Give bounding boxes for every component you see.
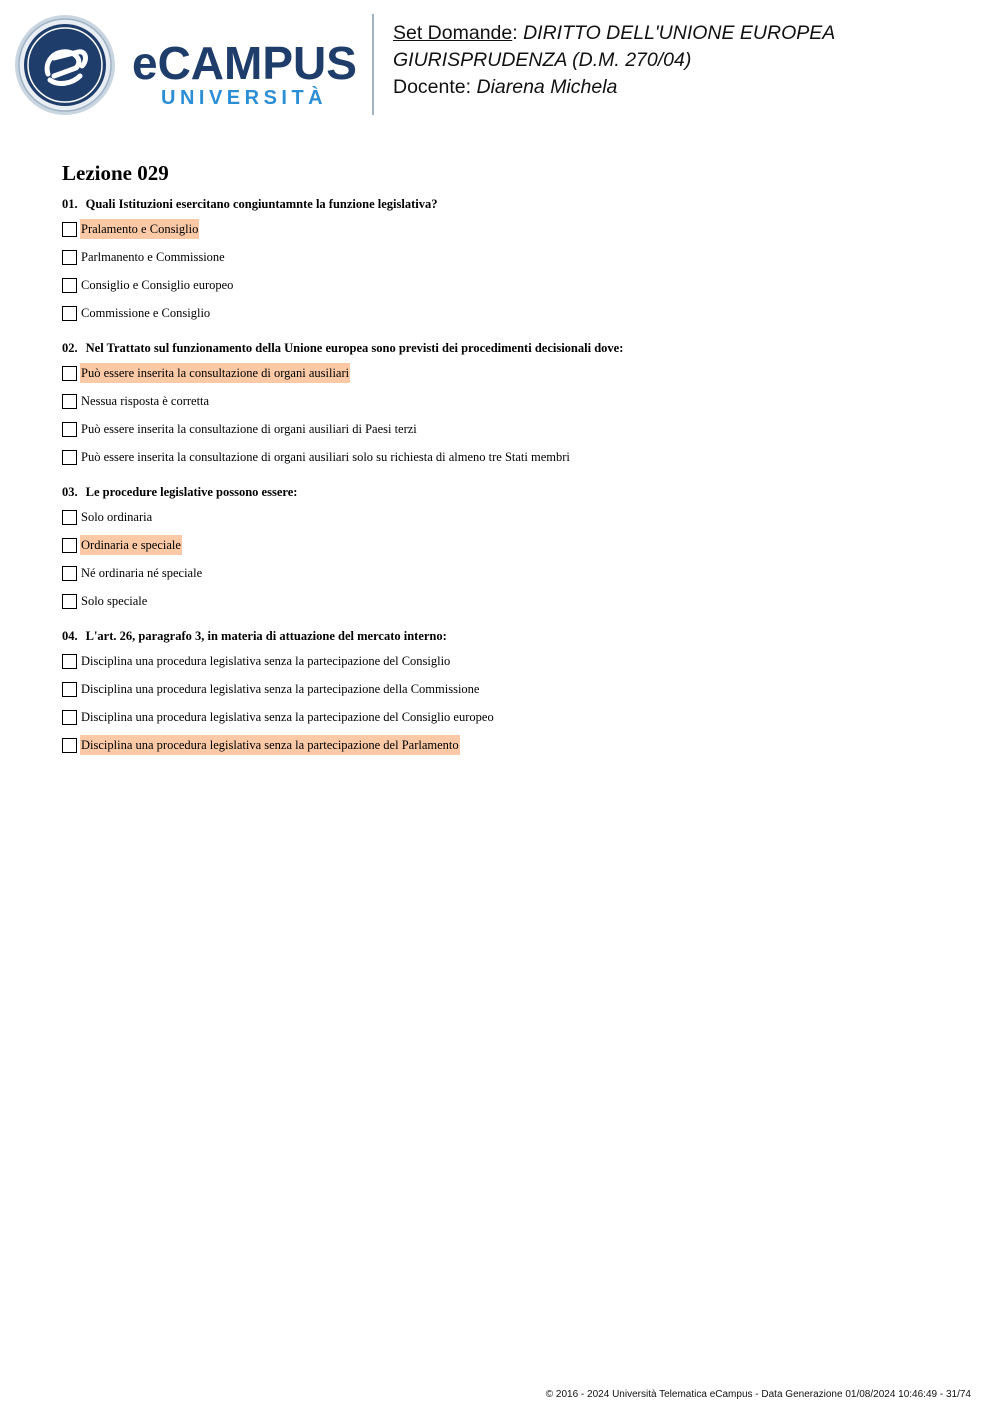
- answer-option[interactable]: [62, 707, 962, 727]
- page-header: [0, 0, 1000, 130]
- question-number: 01.: [62, 197, 78, 211]
- question-text: [62, 340, 962, 356]
- answer-checkbox[interactable]: [62, 422, 77, 437]
- course-title: DIRITTO DELL'UNIONE EUROPEA: [523, 22, 836, 44]
- answer-option[interactable]: [62, 275, 962, 295]
- question-number: 03.: [62, 485, 78, 499]
- answer-checkbox[interactable]: [62, 710, 77, 725]
- answer-option[interactable]: [62, 507, 962, 527]
- course-info: Set Domande: DIRITTO DELL'UNIONE EUROPEA GIURISPRUDENZA (D.M. 270/04) Docente: Diarena Michela: [393, 22, 836, 98]
- answer-option[interactable]: [62, 419, 962, 439]
- answer-text-highlighted: Pralamento e Consiglio: [80, 219, 199, 239]
- question-block: [62, 484, 962, 611]
- answer-text-highlighted: Disciplina una procedura legislativa senza la partecipazione del Parlamento: [80, 735, 460, 755]
- answer-option[interactable]: [62, 363, 962, 383]
- answer-option[interactable]: [62, 535, 962, 555]
- answer-checkbox[interactable]: [62, 566, 77, 581]
- question-block: [62, 628, 962, 755]
- answer-checkbox[interactable]: [62, 538, 77, 553]
- questions-list: [62, 196, 962, 755]
- set-domande-label: Set Domande: [393, 22, 513, 44]
- answer-text: Può essere inserita la consultazione di organi ausiliari di Paesi terzi: [81, 422, 417, 436]
- answer-text: Solo ordinaria: [81, 510, 153, 524]
- universita-label: UNIVERSITÀ: [161, 87, 328, 109]
- answer-text: Nessua risposta è corretta: [81, 394, 210, 408]
- docente-name: Diarena Michela: [476, 76, 618, 98]
- question-label: L'art. 26, paragrafo 3, in materia di attuazione del mercato interno:: [85, 629, 447, 643]
- answer-text: Disciplina una procedura legislativa senza la partecipazione della Commissione: [81, 682, 480, 696]
- answer-text: Solo speciale: [81, 594, 148, 608]
- answer-text: Parlmanento e Commissione: [81, 250, 225, 264]
- ecampus-wordmark: eCAMPUS: [132, 37, 357, 89]
- answer-option[interactable]: [62, 563, 962, 583]
- answer-text: Disciplina una procedura legislativa senza la partecipazione del Consiglio europeo: [81, 710, 494, 724]
- answer-checkbox[interactable]: [62, 222, 77, 237]
- answer-option[interactable]: [62, 591, 962, 611]
- question-text: [62, 628, 962, 644]
- answer-checkbox[interactable]: [62, 738, 77, 753]
- lesson-title: Lezione 029: [62, 161, 169, 185]
- answer-checkbox[interactable]: [62, 682, 77, 697]
- answer-checkbox[interactable]: [62, 510, 77, 525]
- answer-option[interactable]: [62, 219, 962, 239]
- question-text: [62, 196, 962, 212]
- question-number: 02.: [62, 341, 78, 355]
- answer-text: Consiglio e Consiglio europeo: [81, 278, 234, 292]
- question-label: Nel Trattato sul funzionamento della Unione europea sono previsti dei procedimenti decisionali dove:: [85, 341, 624, 355]
- ecampus-emblem-icon: [14, 14, 116, 116]
- answer-option[interactable]: [62, 391, 962, 411]
- question-set: [62, 160, 962, 772]
- answer-checkbox[interactable]: [62, 306, 77, 321]
- question-block: [62, 196, 962, 323]
- answer-checkbox[interactable]: [62, 654, 77, 669]
- question-block: [62, 340, 962, 467]
- answer-text: Disciplina una procedura legislativa senza la partecipazione del Consiglio: [81, 654, 451, 668]
- answer-checkbox[interactable]: [62, 594, 77, 609]
- question-label: Le procedure legislative possono essere:: [85, 485, 298, 499]
- degree-title: GIURISPRUDENZA (D.M. 270/04): [393, 49, 692, 71]
- answer-text: Né ordinaria né speciale: [81, 566, 203, 580]
- answer-option[interactable]: [62, 247, 962, 267]
- answer-checkbox[interactable]: [62, 394, 77, 409]
- question-text: [62, 484, 962, 500]
- answer-option[interactable]: [62, 679, 962, 699]
- answer-checkbox[interactable]: [62, 278, 77, 293]
- question-number: 04.: [62, 629, 78, 643]
- answer-checkbox[interactable]: [62, 250, 77, 265]
- answer-option[interactable]: [62, 651, 962, 671]
- answer-text-highlighted: Può essere inserita la consultazione di organi ausiliari: [80, 363, 350, 383]
- answer-checkbox[interactable]: [62, 450, 77, 465]
- answer-text: Può essere inserita la consultazione di organi ausiliari solo su richiesta di almeno tre Stati membri: [81, 450, 570, 464]
- answer-text: Commissione e Consiglio: [81, 306, 211, 320]
- answer-option[interactable]: [62, 735, 962, 755]
- answer-option[interactable]: [62, 447, 962, 467]
- answer-text-highlighted: Ordinaria e speciale: [80, 535, 182, 555]
- question-label: Quali Istituzioni esercitano congiuntamnte la funzione legislativa?: [85, 197, 438, 211]
- page-footer: © 2016 - 2024 Università Telematica eCampus - Data Generazione 01/08/2024 10:46:49 - 31/74: [545, 1389, 971, 1400]
- answer-checkbox[interactable]: [62, 366, 77, 381]
- answer-option[interactable]: [62, 303, 962, 323]
- header-divider: [372, 14, 374, 115]
- docente-label: Docente: [393, 76, 466, 98]
